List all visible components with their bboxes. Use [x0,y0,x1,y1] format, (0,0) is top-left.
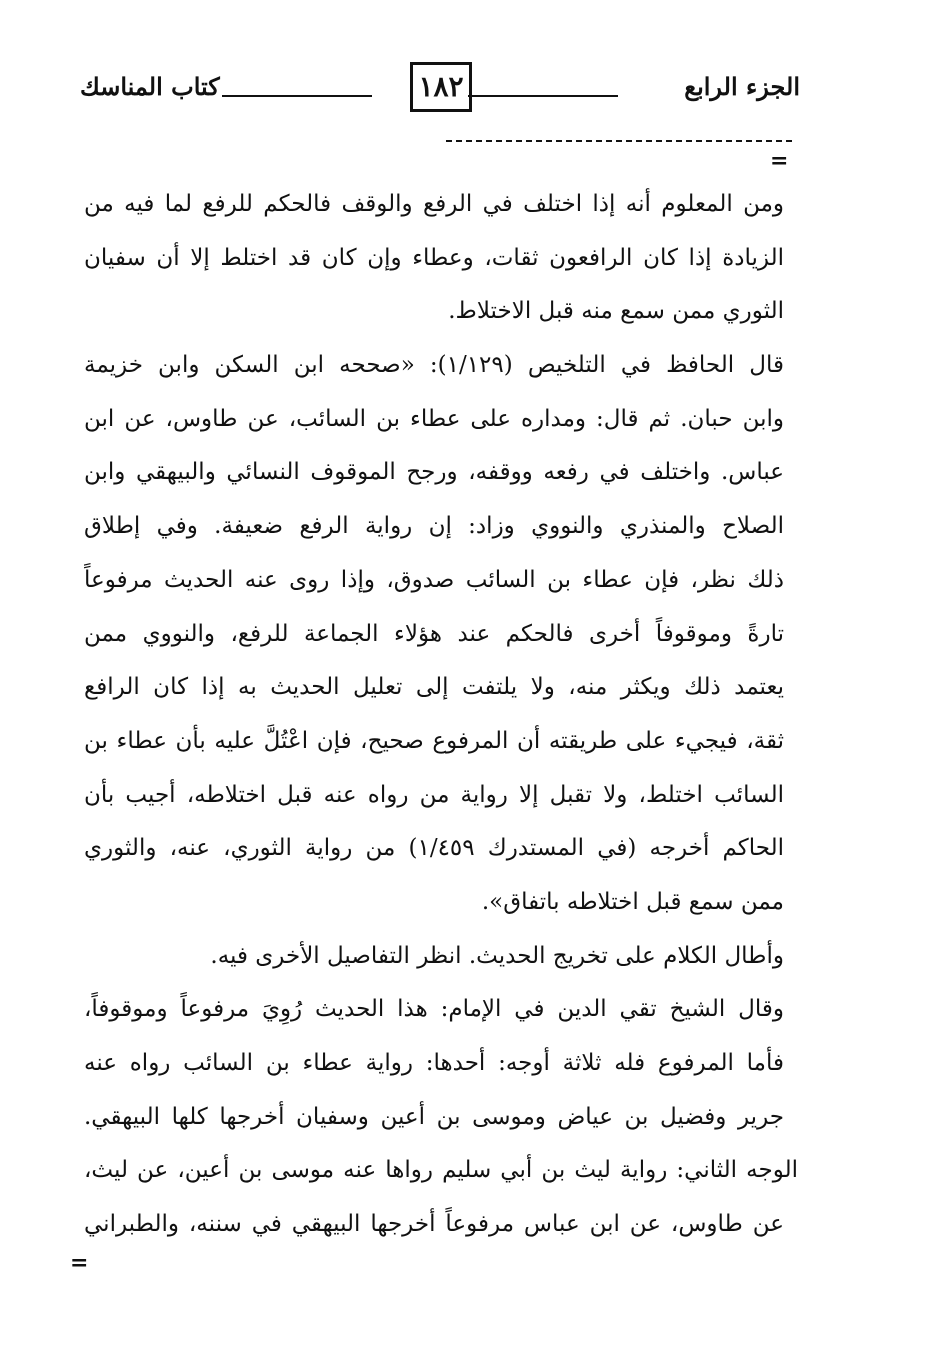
text-line: تارةً وموقوفاً أخرى فالحكم عند هؤلاء الجماعة للرفع، والنووي ممن [84,620,784,647]
text-line: وأطال الكلام على تخريج الحديث. انظر التفاصيل الأخرى فيه. [210,942,784,969]
book-title: كتاب المناسك [80,72,220,101]
running-header [80,62,800,122]
text-line: السائب اختلط، ولا تقبل إلا رواية من رواه عنه قبل اختلاطه، أجيب بأن [84,781,784,808]
text-line: الزيادة إذا كان الرافعون ثقات، وعطاء وإن كان قد اختلط إلا أن سفيان [84,244,784,271]
text-line: يعتمد ذلك ويكثر منه، ولا يلتفت إلى تعليل الحديث به إذا كان الرافع [84,674,784,701]
continuation-mark-bottom: = [70,1250,89,1276]
text-line: جرير وفضيل بن عياض وموسى بن أعين وسفيان أخرجها كلها البيهقي. [84,1103,784,1130]
text-line: الوجه الثاني: رواية ليث بن أبي سليم رواها عنه موسى بن أعين، عن ليث، [84,1157,798,1184]
text-line: الحاكم أخرجه (في المستدرك ١/٤٥٩) من رواية الثوري، عنه، والثوري [84,835,784,862]
text-line: وقال الشيخ تقي الدين في الإمام: هذا الحديث رُوِيَ مرفوعاً وموقوفاً، [84,996,784,1023]
continuation-mark-top: = [770,148,789,174]
text-line: ذلك نظر، فإن عطاء بن السائب صدوق، وإذا روى عنه الحديث مرفوعاً [84,566,784,593]
text-line: الصلاح والمنذري والنووي وزاد: إن رواية الرفع ضعيفة. وفي إطلاق [84,513,784,540]
page-body [84,178,798,1252]
text-line: عباس. واختلف في رفعه ووقفه، ورجح الموقوف النسائي والبيهقي وابن [84,459,784,486]
page-number: ١٨٢ [410,62,472,112]
volume-title: الجزء الرابع [684,72,800,101]
header-rule-left [222,95,372,97]
text-line: وابن حبان. ثم قال: ومداره على عطاء بن السائب، عن طاوس، عن ابن [84,405,784,432]
text-line: قال الحافظ في التلخيص (١/١٢٩): «صححه ابن السكن وابن خزيمة [84,352,784,379]
header-dashed-divider [446,140,792,142]
text-line: الثوري ممن سمع منه قبل الاختلاط. [448,298,784,325]
text-line: ومن المعلوم أنه إذا اختلف في الرفع والوقف فالحكم للرفع لما فيه من [84,191,784,217]
text-line: ممن سمع قبل اختلاطه باتفاق». [481,888,784,915]
text-line: فأما المرفوع فله ثلاثة أوجه: أحدها: رواية عطاء بن السائب رواه عنه [84,1050,784,1076]
header-rule-right [468,95,618,97]
text-line: ثقة، فيجيء على طريقته أن المرفوع صحيح، فإن اعْتُلَّ عليه بأن عطاء بن [84,727,784,754]
text-line: عن طاوس، عن ابن عباس مرفوعاً أخرجها البيهقي في سننه، والطبراني [84,1211,784,1238]
